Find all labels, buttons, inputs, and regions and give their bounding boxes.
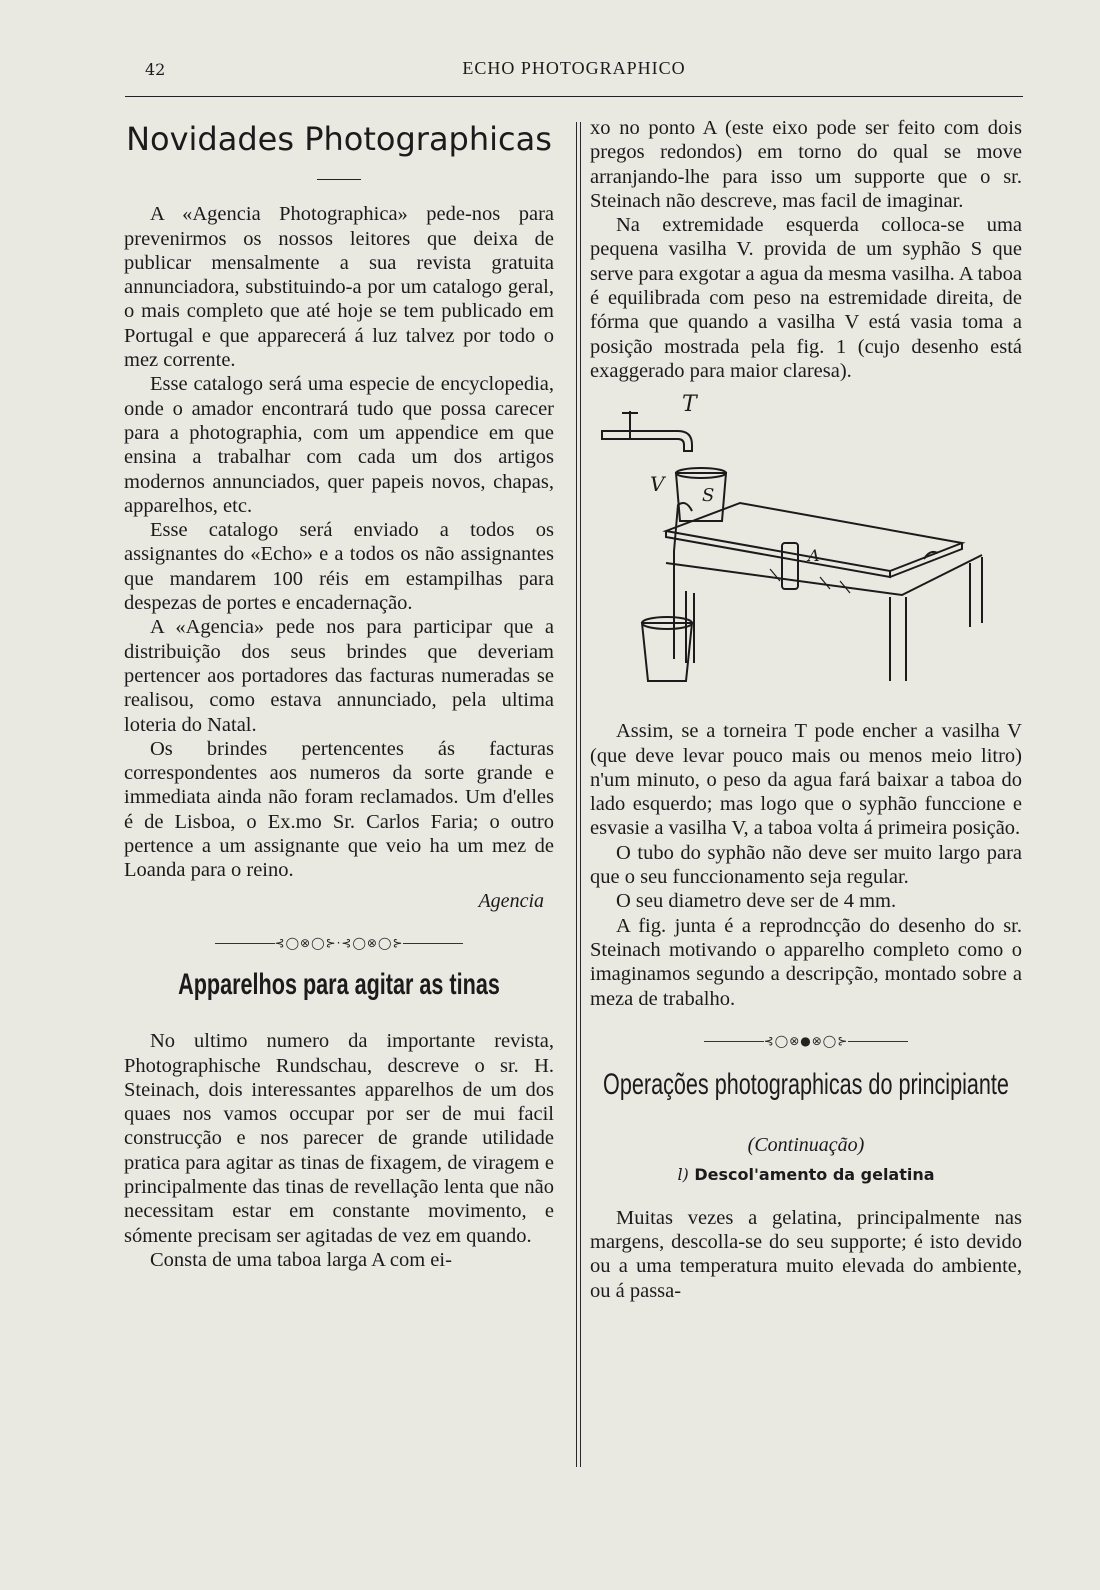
paragraph: O seu diametro deve ser de 4 mm.	[616, 890, 897, 913]
pivot	[782, 543, 798, 589]
subsection-heading	[590, 1163, 1022, 1187]
paragraph: xo no ponto A (este eixo pode ser feito com dois pregos redondos) em torno do qual se move arranjando-lhe para isso um supporte que o sr. Steinach não descreve, mas facil de imaginar.	[590, 117, 1022, 212]
ornament-divider	[124, 931, 554, 955]
paragraph: Consta de uma taboa larga A com ei-	[150, 1248, 452, 1271]
column-rule	[580, 122, 581, 1467]
subsection-title: Descol'amento da gelatina	[694, 1165, 935, 1185]
column-rule	[576, 122, 577, 1467]
paragraph: A fig. junta é a reprodncção do desenho do sr. Steinach motivando o apparelho completo como o imaginamos segundo a descripção, montado sobre a meza de trabalho.	[590, 914, 1022, 1010]
section-title: Novidades Photographicas	[126, 120, 552, 158]
paragraph: Esse catalogo será enviado a todos os assignantes do «Echo» e a todos os não assignantes que mandarem 100 réis em estampilhas para despezas de portes e encadernação.	[124, 519, 554, 615]
vessel-v	[676, 473, 726, 521]
apparatus-figure	[590, 391, 1022, 711]
label-t: T	[682, 392, 697, 418]
label-a: A	[808, 546, 820, 566]
apparatus-drawing	[590, 391, 1022, 711]
ornament-divider	[590, 1029, 1022, 1053]
label-s: S	[702, 485, 715, 507]
bucket	[642, 623, 692, 681]
paragraph: No ultimo numero da importante revista, Photographische Rundschau, descreve o sr. H. Steinach, dois interessantes apparelhos de um dos quaes nos vamos occupar por ser de mui facil construcção e nos parecer de grande utilidade pratica para agitar as tinas de fixagem, de viragem e principalmente das tinas de revellação lenta que não necessitam estar em constante movimento, e sómente precisam ser agitadas de vez em quando.	[124, 1030, 554, 1247]
running-title: ECHO PHOTOGRAPHICO	[462, 58, 686, 78]
paragraph: A «Agencia Photographica» pede-nos para prevenirmos os nossos leitores que deixa de publicar mensalmente a sua revista gratuita annunciadora, substituindo-a por um catalogo geral, o mais completo que até hoje se tem publicado em Portugal e que apparecerá á luz talvez por todo o mez corrente.	[124, 203, 554, 372]
ornament-glyphs: ⊰◯⊗◯⊱·⊰◯⊗◯⊱	[274, 935, 404, 950]
page-number: 42	[145, 60, 166, 79]
signature: Agencia	[478, 889, 544, 912]
paragraph: Os brindes pertencentes ás facturas correspondentes aos numeros da sorte grande e immediata ainda não foram reclamados. Um d'elles é de Lisboa, o Ex.mo Sr. Carlos Faria; o outro pertence a um assignante que veio ha um mez de Loanda para o reino.	[124, 737, 554, 882]
paragraph: O tubo do syphão não deve ser muito largo para que o seu funccionamento seja regular.	[590, 841, 1022, 889]
section-title: Apparelhos para agitar as tinas	[178, 968, 500, 1002]
paragraph: A «Agencia» pede nos para participar que a distribuição dos seus brindes que deveriam pertencer aos portadores das facturas numeradas se realisou, como estava annunciado, pela ultima loteria do Natal.	[124, 616, 554, 736]
table-top	[666, 555, 982, 595]
tap-handle	[622, 411, 638, 431]
label-v: V	[650, 472, 665, 497]
left-column	[124, 118, 554, 1272]
paragraph: Assim, se a torneira T pode encher a vasilha V (que deve levar pouco mais ou menos meio litro) n'um minuto, o peso da agua fará baixar a taboa do lado esquerdo; mas logo que o syphão funccione e esvasie a vasilha V, a taboa volta á primeira posição.	[590, 720, 1022, 840]
table-leg	[890, 597, 906, 681]
section-title: Operações photographicas do principiante	[603, 1068, 1009, 1102]
continuation-note: (Continuação)	[747, 1134, 865, 1157]
paragraph: Esse catalogo será uma especie de encyclopedia, onde o amador encontrará tudo que possa carecer para a photographia, com um appendice em que ensina a trabalhar com cada um dos artigos modernos annunciados, quer papeis novos, chapas, apparelhos, etc.	[124, 373, 554, 517]
subsection-letter: l)	[677, 1165, 689, 1185]
ornament-glyphs: ⊰◯⊗●⊗◯⊱	[763, 1033, 849, 1048]
table-leg	[970, 557, 982, 627]
page-header	[125, 52, 1023, 97]
title-dash	[124, 162, 554, 186]
right-column	[590, 116, 1022, 1303]
paragraph: Na extremidade esquerda colloca-se uma pequena vasilha V. provida de um syphão S que serve para exgotar a agua da mesma vasilha. A taboa é equilibrada com peso na estremidade direita, de fórma que quando a vasilha V está vasia toma a posição mostrada pela fig. 1 (cujo desenho está exaggerado para maior claresa).	[590, 214, 1022, 382]
paragraph: Muitas vezes a gelatina, principalmente nas margens, descolla-se do seu supporte; é isto devido ou a uma temperatura muito elevada do ambiente, ou á passa-	[590, 1206, 1022, 1302]
tap	[602, 431, 692, 451]
